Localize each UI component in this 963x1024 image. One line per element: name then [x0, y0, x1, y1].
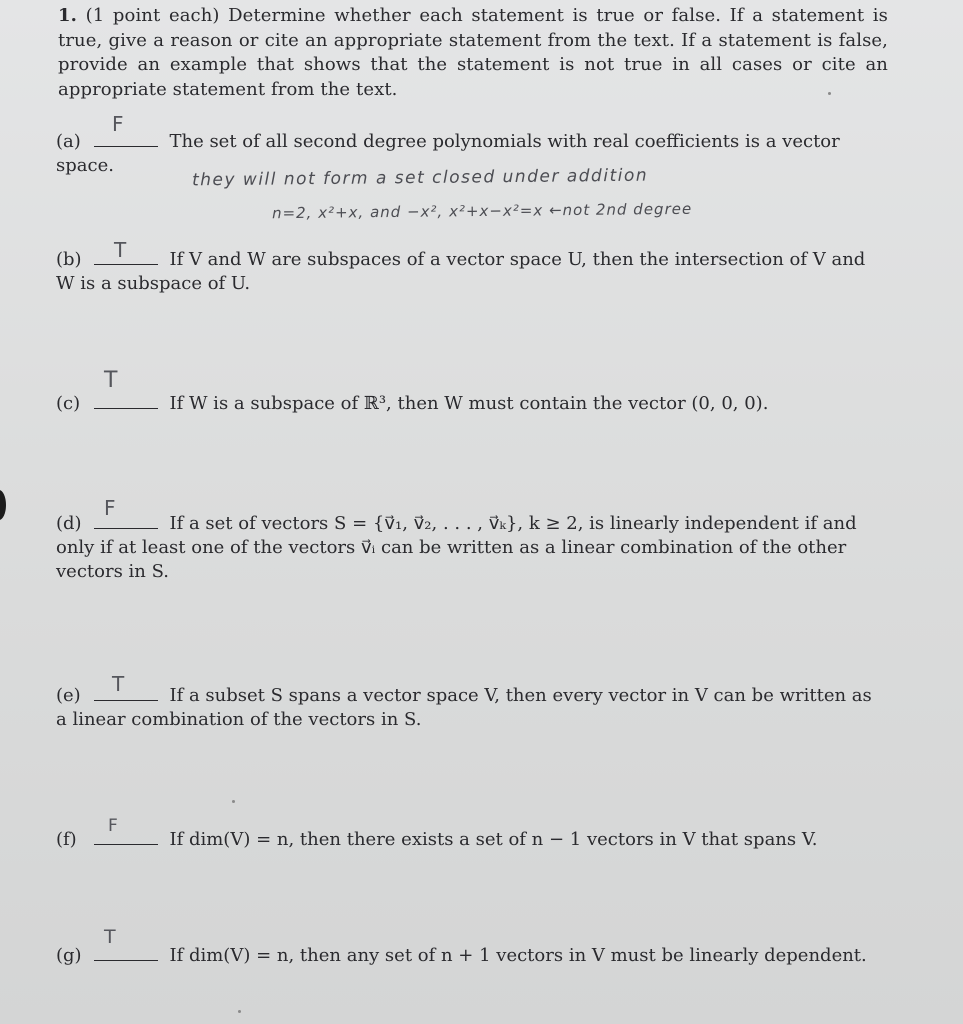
item-statement: If a set of vectors S = {v⃗₁, v⃗₂, . . . , v⃗ₖ}, k ≥ 2, is linearly independent if and only if at least one of the vectors v⃗ᵢ can be written as a linear combination of the other vectors in S. [56, 513, 857, 582]
handwritten-answer: T [104, 368, 118, 393]
item-label: (d) [56, 513, 82, 534]
question-instructions: (1 point each) Determine whether each statement is true or false. If a statement is true, give a reason or cite an appropriate statement from the text. If a statement is false, provide an example that shows that the statement is not true in all cases or cite an appropriate statement from the text. [58, 5, 888, 100]
item-statement: If a subset S spans a vector space V, then every vector in V can be written as a linear combination of the vectors in S. [56, 685, 872, 730]
handwritten-answer: T [114, 238, 127, 262]
paper-speck [828, 92, 831, 95]
handwritten-answer: F [108, 816, 118, 836]
item-statement: If dim(V) = n, then any set of n + 1 vectors in V must be linearly dependent. [169, 945, 867, 966]
item-statement: If dim(V) = n, then there exists a set of n − 1 vectors in V that spans V. [169, 829, 818, 850]
item-e [56, 684, 876, 732]
handwritten-answer: T [112, 672, 125, 696]
item-label: (b) [56, 249, 82, 270]
item-g [56, 944, 876, 968]
answer-blank[interactable] [94, 830, 158, 845]
item-f [56, 828, 876, 852]
item-b [56, 248, 876, 296]
handwritten-answer: F [112, 112, 124, 136]
question-header [58, 4, 888, 102]
answer-blank[interactable] [94, 686, 158, 701]
binder-hole-shadow [0, 490, 6, 520]
paper-speck [232, 800, 235, 803]
handwritten-answer: T [104, 926, 116, 948]
item-label: (g) [56, 945, 82, 966]
item-statement: If V and W are subspaces of a vector space U, then the intersection of V and W is a subspace of U. [56, 249, 866, 294]
handwritten-note-line2: n=2, x²+x, and −x², x²+x−x²=x ←not 2nd degree [271, 199, 693, 223]
item-d [56, 512, 876, 584]
question-number: 1. [58, 5, 77, 26]
item-statement: If W is a subspace of ℝ³, then W must contain the vector (0, 0, 0). [169, 393, 769, 414]
handwritten-answer: F [104, 496, 116, 520]
answer-blank[interactable] [94, 946, 158, 961]
item-label: (f) [56, 829, 77, 850]
item-c [56, 392, 876, 416]
answer-blank[interactable] [94, 132, 158, 147]
item-label: (e) [56, 685, 81, 706]
paper-speck [238, 1010, 241, 1013]
item-label: (a) [56, 131, 81, 152]
handwritten-note-line1: they will not form a set closed under addition [191, 165, 649, 191]
item-statement: The set of all second degree polynomials with real coefficients is a vector space. [56, 131, 840, 176]
answer-blank[interactable] [94, 394, 158, 409]
item-label: (c) [56, 393, 81, 414]
